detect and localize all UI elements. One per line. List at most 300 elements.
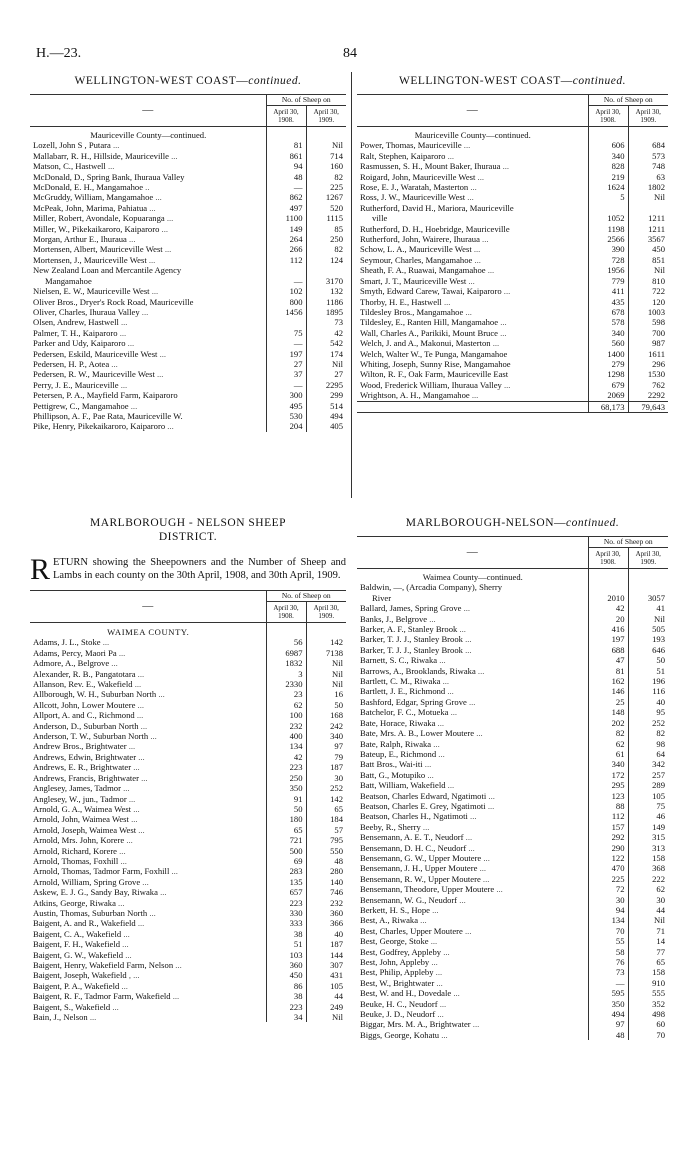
owner-name: Wilton, R. F., Oak Farm, Mauriceville East [360, 369, 509, 380]
sheep-1909: 299 [306, 390, 346, 400]
sheep-1909: 75 [628, 801, 668, 811]
table-row [357, 697, 668, 707]
sheep-1909: 187 [306, 939, 346, 949]
owner-cell [357, 978, 588, 988]
sheep-1908: 223 [266, 898, 306, 908]
owner-name: Barnett, S. C., Riwaka [360, 655, 438, 666]
sheep-1909: 2292 [628, 390, 668, 401]
sheep-1908: 51 [266, 939, 306, 949]
owner-name-continued: ville [372, 213, 388, 224]
table-row [30, 338, 346, 348]
table-row [357, 582, 668, 603]
leader-dots: ... [435, 717, 444, 728]
owner-name: Rutherford, D. H., Hoebridge, Mauriceville [360, 223, 510, 234]
owner-name: McGruddy, William, Mangamahoe [33, 192, 154, 203]
owner-name: Beuke, H. C., Neudorf [360, 998, 438, 1009]
sheep-1908: 330 [266, 908, 306, 918]
sheep-1909: 65 [628, 957, 668, 967]
owner-name: Arnold, Joseph, Waimea West [33, 824, 137, 835]
table-row [357, 874, 668, 884]
sheep-1909: 46 [628, 811, 668, 821]
block-title-main: MARLBOROUGH - NELSON SHEEP [89, 517, 287, 529]
sheep-1908: 75 [266, 328, 306, 338]
table-row [30, 286, 346, 296]
owner-name-continued: Mangamahoe [45, 275, 92, 286]
owner-cell [357, 988, 588, 998]
table-row [30, 908, 346, 918]
sheep-1909: 120 [628, 297, 668, 307]
leader-dots: ... [131, 803, 140, 814]
return-intro [30, 553, 346, 586]
leader-dots: ... [475, 171, 484, 182]
owner-name: Schow, L. A., Mauriceville West [360, 244, 472, 255]
leader-dots: ... [140, 876, 149, 887]
owner-name: Smart, J. T., Mauriceville West [360, 275, 467, 286]
leader-dots: ... [418, 915, 427, 926]
leader-dots: ... [462, 634, 472, 645]
table-row [30, 140, 346, 150]
leader-dots: ... [420, 821, 430, 832]
leader-dots: ... [157, 887, 167, 898]
owner-cell [30, 338, 266, 348]
sheep-1908: 219 [588, 172, 628, 182]
table-row [30, 421, 346, 431]
leader-dots: ... [472, 254, 481, 265]
leader-dots: ... [124, 835, 133, 846]
header-no-of-sheep: No. of Sheep on [266, 95, 346, 106]
owner-cell [30, 286, 266, 296]
sheep-1908: 72 [588, 884, 628, 894]
leader-dots: .. [143, 182, 150, 193]
sheep-1909: 160 [306, 161, 346, 171]
sheep-1909: 1115 [306, 213, 346, 223]
sheep-1908: 435 [588, 297, 628, 307]
owner-name: Roigard, John, Mauriceville West [360, 171, 476, 182]
table-row [30, 658, 346, 668]
owner-cell [30, 814, 266, 824]
table-row [30, 151, 346, 161]
block-title [357, 516, 668, 530]
owner-cell [357, 926, 588, 936]
table-row [357, 172, 668, 182]
sheep-1908: 55 [588, 936, 628, 946]
owner-name: Morgan, Arthur E., Ihuraua [33, 234, 127, 245]
leader-dots: ... [117, 845, 126, 856]
owner-name: Baigent, Henry, Wakefield Farm, Nelson [33, 960, 174, 970]
leader-dots: ... [116, 647, 126, 658]
leader-dots: ... [136, 824, 145, 835]
sheep-1908: 202 [588, 718, 628, 728]
owner-name: Pedersen, Eskild, Mauriceville West [33, 348, 158, 359]
owner-name: Bartlett, J. E., Richmond [360, 686, 446, 697]
owner-cell [357, 192, 588, 202]
owner-cell [30, 689, 266, 699]
owner-cell [357, 624, 588, 634]
leader-dots: ... [87, 1012, 97, 1023]
sheep-1908: 135 [266, 877, 306, 887]
sheep-1908: 2010 [588, 582, 628, 603]
sheep-1908: 450 [266, 970, 306, 980]
sheep-1908: 197 [588, 634, 628, 644]
owner-cell [30, 637, 266, 647]
sheep-1909: 431 [306, 970, 346, 980]
table-header [357, 95, 668, 106]
sheep-1908: 678 [588, 307, 628, 317]
owner-cell [30, 648, 266, 658]
owner-name: Nielsen, E. W., Mauriceville West [33, 286, 150, 297]
table-row [30, 721, 346, 731]
table-row [357, 999, 668, 1009]
sheep-1909: 542 [306, 338, 346, 348]
owner-name: Pettigrew, C., Mangamahoe [33, 400, 129, 411]
owner-cell [357, 811, 588, 821]
leader-dots: ... [461, 140, 471, 151]
sheep-1909: 368 [628, 863, 668, 873]
leader-dots: ... [110, 140, 120, 151]
table-row [30, 773, 346, 783]
owner-name: Alexander, R. B., Pangatotara [33, 668, 136, 679]
sheep-1908: 62 [588, 739, 628, 749]
table-row [357, 624, 668, 634]
sheep-1909: 187 [306, 762, 346, 772]
owner-name: Ralt, Stephen, Kaiparoro [360, 150, 446, 161]
sheep-1908: 23 [266, 689, 306, 699]
leader-dots: ... [153, 192, 162, 203]
block-title-main: MARLBOROUGH-NELSON— [405, 517, 567, 529]
leader-dots: ... [126, 793, 136, 804]
table-row [357, 265, 668, 275]
sheep-1908: 42 [588, 603, 628, 613]
owner-cell [357, 655, 588, 665]
leader-dots: ... [466, 696, 476, 707]
table-row [357, 203, 668, 224]
sheep-1908: 70 [588, 926, 628, 936]
sheep-table [30, 94, 346, 432]
owner-cell [30, 710, 266, 720]
leader-dots: ... [485, 800, 495, 811]
sheep-1909: Nil [306, 1012, 346, 1022]
sheep-1908: 295 [588, 780, 628, 790]
owner-cell [357, 915, 588, 925]
table-row [30, 762, 346, 772]
table-row [357, 791, 668, 801]
owner-name: Barker, A. F., Stanley Brook [360, 624, 458, 635]
leader-dots: ... [147, 202, 156, 213]
table-row [30, 835, 346, 845]
county-row [30, 127, 346, 141]
table-row [357, 843, 668, 853]
table-row [30, 161, 346, 171]
owner-cell [30, 359, 266, 369]
sheep-1908: 86 [266, 981, 306, 991]
leader-dots: ... [477, 863, 487, 874]
leader-dots: ... [441, 946, 450, 957]
owner-cell [357, 728, 588, 738]
sheep-1909: 249 [306, 1002, 346, 1012]
owner-name: Petersen, P. A., Mayfield Farm, Kaiparoro [33, 390, 178, 401]
owner-name: Thorby, H. E., Hastwell [360, 296, 442, 307]
table-row [30, 1002, 346, 1012]
owner-cell [30, 390, 266, 400]
sheep-1909: 450 [628, 244, 668, 254]
sheep-1909: 762 [628, 380, 668, 390]
leader-dots: ... [117, 327, 127, 338]
sheep-1908: 82 [588, 728, 628, 738]
leader-dots: ... [123, 949, 132, 960]
header-1909: April 30, 1909. [628, 548, 668, 569]
table-row [357, 884, 668, 894]
sheep-1908: 1100 [266, 213, 306, 223]
leader-dots: ... [498, 317, 507, 328]
sheep-1908: 62 [266, 700, 306, 710]
leader-dots: ... [463, 832, 473, 843]
sheep-1908: 862 [266, 192, 306, 202]
sheep-1908: 1298 [588, 369, 628, 379]
sheep-1908: 578 [588, 317, 628, 327]
owner-name: Sheath, F. A., Ruawai, Mangamahoe [360, 265, 486, 276]
sheep-1908: 2330 [266, 679, 306, 689]
table-row [357, 728, 668, 738]
sheep-1909: 340 [306, 731, 346, 741]
leader-dots: ... [433, 967, 443, 978]
sheep-1909: Nil [306, 140, 346, 150]
sheep-1909: 16 [306, 689, 346, 699]
sheep-1909: 573 [628, 151, 668, 161]
sheep-1908: 264 [266, 234, 306, 244]
leader-dots: ... [128, 400, 138, 411]
owner-name: Baigent, R. F., Tadmor Farm, Wakefield [33, 991, 171, 1002]
header-dash: — [30, 95, 266, 127]
table-row [30, 700, 346, 710]
sheep-1909: 73 [306, 317, 346, 327]
table-row [357, 957, 668, 967]
table-row [357, 707, 668, 717]
sheep-1909: 48 [306, 856, 346, 866]
table-row [357, 655, 668, 665]
sheep-1909: 700 [628, 328, 668, 338]
sheep-1909: 124 [306, 255, 346, 265]
leader-dots: ... [457, 894, 466, 905]
table-row [30, 877, 346, 887]
sheep-1909: 132 [306, 286, 346, 296]
sheep-1908: — [266, 265, 306, 286]
sheep-1909: 27 [306, 369, 346, 379]
sheep-1909: 65 [306, 804, 346, 814]
sheep-1908: 688 [588, 645, 628, 655]
owner-cell [30, 960, 266, 970]
sheep-1908: 279 [588, 359, 628, 369]
sheep-1908: 88 [588, 801, 628, 811]
county-row [30, 623, 346, 638]
leader-dots: ... [445, 686, 454, 697]
sheep-1909: 598 [628, 317, 668, 327]
owner-cell [30, 783, 266, 793]
header-no-of-sheep: No. of Sheep on [588, 95, 668, 106]
sheep-1908: 1198 [588, 224, 628, 234]
owner-cell [357, 244, 588, 254]
owner-cell [30, 908, 266, 918]
table-row [30, 689, 346, 699]
sheep-1908: 102 [266, 286, 306, 296]
owner-cell [30, 265, 266, 286]
leader-dots: ... [154, 369, 164, 380]
owner-cell [30, 856, 266, 866]
owner-name: Andrews, Francis, Brightwater [33, 772, 139, 783]
header-no-of-sheep: No. of Sheep on [266, 591, 346, 602]
sheep-1909: 40 [628, 697, 668, 707]
owner-cell [357, 999, 588, 1009]
owner-cell [30, 835, 266, 845]
county-heading: WAIMEA COUNTY. [107, 627, 190, 637]
sheep-1909: 82 [306, 244, 346, 254]
leader-dots: ... [429, 957, 438, 968]
county-heading: Mauriceville County—continued. [90, 130, 207, 140]
sheep-1909: 987 [628, 338, 668, 348]
intro-text: ETURN showing the Sheepowners and the Number of Sheep and Lambs in each county on the 30th April, 1908, and 30th April, 1909. [53, 557, 346, 581]
sheep-1909: 1895 [306, 307, 346, 317]
header-no-of-sheep: No. of Sheep on [588, 537, 668, 548]
table-row [30, 856, 346, 866]
sheep-1909: 14 [628, 936, 668, 946]
sheep-1908: 37 [266, 369, 306, 379]
owner-cell [30, 731, 266, 741]
table-row [357, 676, 668, 686]
owner-cell [357, 172, 588, 182]
owner-cell [30, 918, 266, 928]
owner-cell [30, 981, 266, 991]
owner-cell [30, 887, 266, 897]
owner-cell [357, 255, 588, 265]
table-row [30, 224, 346, 234]
table-row [30, 234, 346, 244]
leader-dots: ... [147, 907, 156, 918]
owner-name: Best, W. and H., Dovedale [360, 988, 452, 999]
owner-name: Biggs, George, Kohatu [360, 1029, 440, 1040]
sheep-1908: — [266, 380, 306, 390]
owner-name: Parker and Udy, Kaiparoro [33, 338, 126, 349]
owner-name: Atkins, George, Riwaka [33, 897, 116, 908]
owner-name: Allport, A. and C., Richmond [33, 710, 135, 721]
leader-dots: ... [138, 772, 148, 783]
sheep-1908: 134 [588, 915, 628, 925]
owner-name: Bartlett, C. M., Riwaka [360, 676, 441, 687]
owner-name: Beatson, Charles H., Ngatimoti [360, 811, 468, 822]
sheep-1908: 360 [266, 960, 306, 970]
owner-cell [30, 140, 266, 150]
owner-name: Austin, Thomas, Suburban North [33, 907, 148, 918]
owner-name: Bensemann, W. G., Neudorf [360, 894, 458, 905]
sheep-1909: 250 [306, 234, 346, 244]
sheep-1908: 20 [588, 614, 628, 624]
sheep-1909: 105 [628, 791, 668, 801]
sheep-1909: 44 [306, 991, 346, 1001]
sheep-1909: 366 [306, 918, 346, 928]
county-heading: Waimea County—continued. [422, 572, 523, 582]
owner-name: Bate, Mrs. A. B., Lower Moutere [360, 728, 475, 739]
sheep-1909: 550 [306, 846, 346, 856]
sheep-1908: 5 [588, 192, 628, 202]
leader-dots: ... [118, 379, 128, 390]
leader-dots: ... [168, 150, 178, 161]
sheep-1909: 505 [628, 624, 668, 634]
leader-dots: ... [471, 244, 481, 255]
table-row [30, 731, 346, 741]
table-row [30, 380, 346, 390]
leader-dots: ... [469, 390, 479, 401]
owner-name: Wood, Frederick William, Ihuraua Valley [360, 379, 502, 390]
leader-dots: ... [120, 939, 129, 950]
sheep-1908: 861 [266, 151, 306, 161]
owner-name: Arnold, G. A., Waimea West [33, 803, 132, 814]
owner-cell [357, 359, 588, 369]
leader-dots: ... [500, 161, 510, 172]
table-row [357, 832, 668, 842]
owner-cell [357, 297, 588, 307]
owner-name: Baldwin, —, (Arcadia Company), Sherry [360, 582, 503, 593]
sheep-1909: 41 [628, 603, 668, 613]
leader-dots: ... [437, 655, 446, 666]
owner-cell [357, 676, 588, 686]
leader-dots: ... [457, 624, 466, 635]
sheep-1908: 2566 [588, 234, 628, 244]
sheep-1909: 514 [306, 401, 346, 411]
sheep-1908: 2069 [588, 390, 628, 401]
owner-name: Mallabarr, R. H., Hillside, Mauriceville [33, 150, 169, 161]
sheep-1908: 300 [266, 390, 306, 400]
leader-dots: ... [164, 213, 174, 224]
sheep-1909: 50 [306, 700, 346, 710]
marlborough-nelson-left [30, 516, 346, 1022]
header-dash: — [30, 591, 266, 623]
wellington-west-coast-left [30, 74, 346, 432]
owner-name: Berkett, H. S., Hope [360, 905, 430, 915]
total-row [357, 401, 668, 412]
owner-name: Biggar, Mrs. M. A., Brightwater [360, 1019, 471, 1030]
owner-cell [357, 791, 588, 801]
table-row [30, 939, 346, 949]
table-row [30, 898, 346, 908]
leader-dots: ... [428, 936, 438, 947]
owner-cell [357, 749, 588, 759]
owner-cell [30, 182, 266, 192]
sheep-1908: 48 [266, 172, 306, 182]
table-row [30, 846, 346, 856]
sheep-1908: 157 [588, 822, 628, 832]
block-title-sub: DISTRICT. [158, 531, 218, 543]
table-row [357, 140, 668, 150]
owner-name: Best, George, Stoke [360, 936, 429, 947]
sheep-1909: 498 [628, 1009, 668, 1019]
owner-cell [357, 349, 588, 359]
leader-dots: ... [451, 988, 460, 999]
sheep-1908: 47 [588, 655, 628, 665]
owner-name: Askew, E. J. G., Sandy Bay, Riwaka [33, 887, 158, 898]
sheep-1909: 149 [628, 822, 668, 832]
sheep-1909: Nil [306, 679, 346, 689]
leader-dots: , ... [126, 970, 140, 981]
sheep-1909: 2295 [306, 380, 346, 390]
sheep-1908: 1400 [588, 349, 628, 359]
owner-name: Pedersen, H. P., Aotea [33, 358, 110, 369]
table-row [357, 936, 668, 946]
sheep-1909: 140 [306, 877, 346, 887]
owner-name: Best, A., Riwaka [360, 915, 419, 926]
table-row [357, 161, 668, 171]
header-dash: — [357, 537, 588, 569]
sheep-1909: 144 [306, 950, 346, 960]
sheep-1909: 1211 [628, 203, 668, 224]
sheep-1909: 40 [306, 929, 346, 939]
